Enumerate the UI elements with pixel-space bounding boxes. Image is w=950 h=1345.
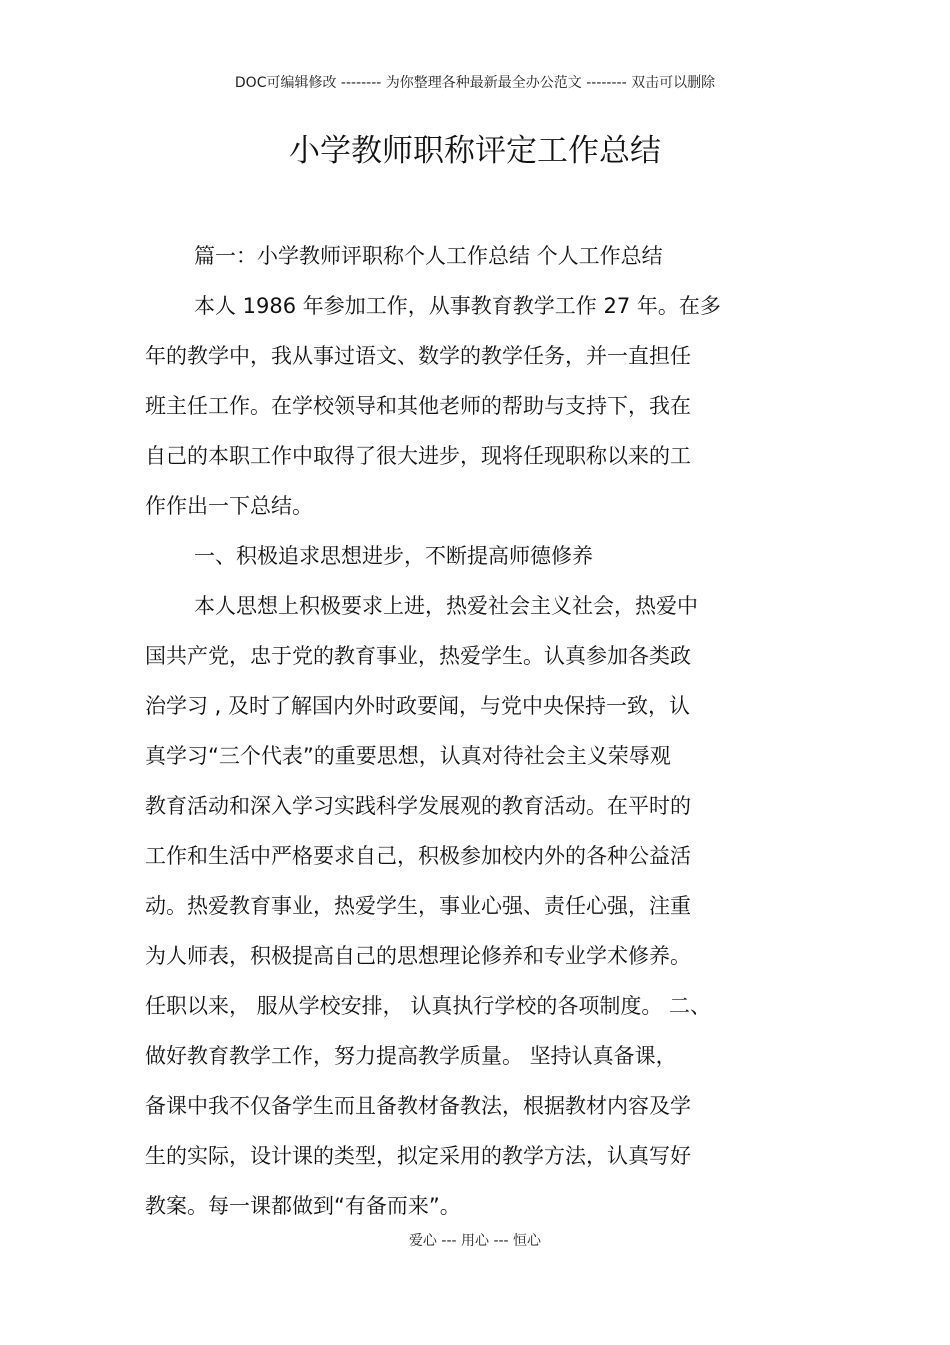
paragraph-line: 年的教学中，我从事过语文、数学的教学任务，并一直担任 [145, 344, 691, 368]
page-header: DOC可编辑修改 -------- 为你整理各种最新最全办公范文 -------- 双击可以删除 [234, 75, 716, 91]
paragraph-line: 本人思想上积极要求上进，热爱社会主义社会，热爱中 [194, 594, 698, 618]
document-title: 小学教师职称评定工作总结 [289, 133, 661, 169]
paragraph-line: 任职以来， 服从学校安排， 认真执行学校的各项制度。 二、 [145, 994, 712, 1018]
paragraph-line: 真学习“三个代表”的重要思想，认真对待社会主义荣辱观 [145, 744, 671, 768]
paragraph-line: 动。热爱教育事业，热爱学生，事业心强、责任心强，注重 [145, 894, 691, 918]
page-footer: 爱心 --- 用心 --- 恒心 [408, 1233, 542, 1249]
paragraph-line: 生的实际，设计课的类型，拟定采用的教学方法，认真写好 [145, 1144, 691, 1168]
paragraph-line: 教育活动和深入学习实践科学发展观的教育活动。在平时的 [145, 794, 691, 818]
section-heading: 一、积极追求思想进步，不断提高师德修养 [194, 544, 593, 568]
paragraph-line: 班主任工作。在学校领导和其他老师的帮助与支持下，我在 [145, 394, 691, 418]
paragraph-line: 自己的本职工作中取得了很大进步，现将任现职称以来的工 [145, 444, 691, 468]
paragraph-line: 做好教育教学工作，努力提高教学质量。 坚持认真备课， [145, 1044, 677, 1068]
paragraph-line: 工作和生活中严格要求自己，积极参加校内外的各种公益活 [145, 844, 691, 868]
paragraph-line: 治学习 , 及时了解国内外时政要闻，与党中央保持一致，认 [145, 694, 691, 718]
paragraph-line: 本人 1986 年参加工作，从事教育教学工作 27 年。在多 [194, 294, 721, 318]
paragraph-line: 篇一：小学教师评职称个人工作总结 个人工作总结 [194, 244, 663, 268]
paragraph-line: 国共产党，忠于党的教育事业，热爱学生。认真参加各类政 [145, 644, 691, 668]
paragraph-line: 作作出一下总结。 [145, 494, 313, 518]
paragraph-line: 备课中我不仅备学生而且备教材备教法，根据教材内容及学 [145, 1094, 691, 1118]
paragraph-line: 为人师表，积极提高自己的思想理论修养和专业学术修养。 [145, 944, 691, 968]
paragraph-line: 教案。每一课都做到“有备而来”。 [145, 1194, 461, 1218]
